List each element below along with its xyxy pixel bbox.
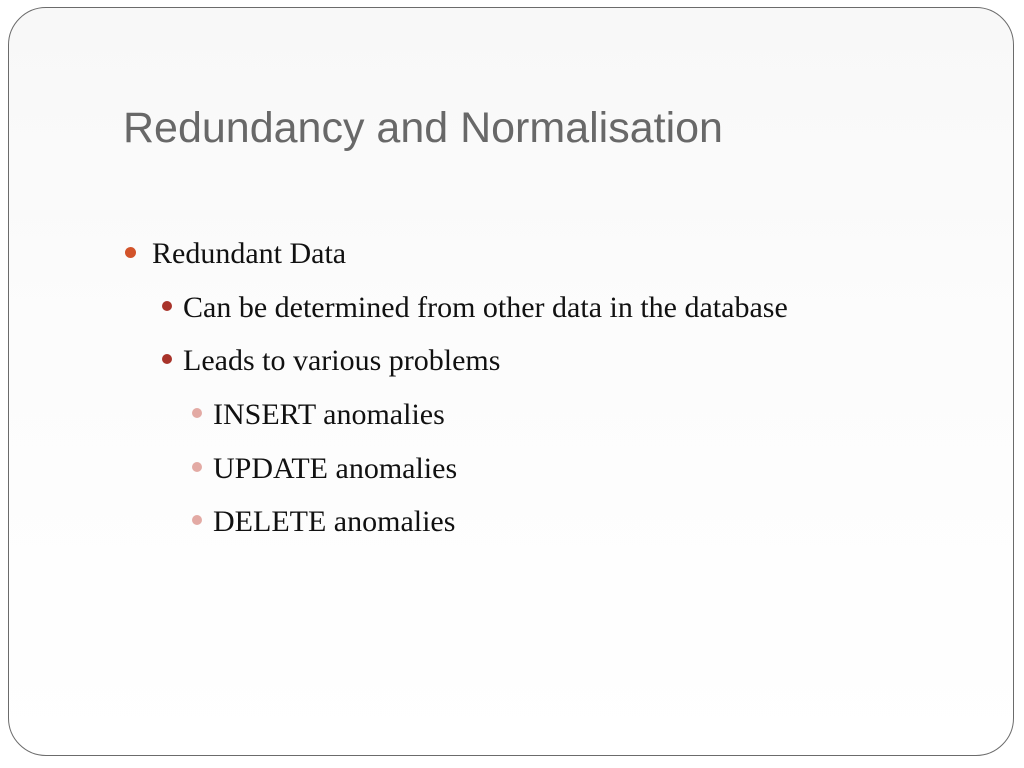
bullet-dot-icon (125, 247, 136, 258)
bullet-dot-icon (162, 301, 172, 311)
bullet-item-delete-anomalies (192, 504, 455, 540)
bullet-text: INSERT anomalies (213, 398, 445, 431)
bullet-text: Redundant Data (152, 237, 347, 270)
bullet-text: DELETE anomalies (213, 505, 456, 538)
bullet-dot-icon (192, 515, 202, 525)
bullet-item-leads-to-problems (162, 343, 500, 379)
bullet-dot-icon (162, 354, 172, 364)
slide (8, 7, 1014, 756)
slide-title: Redundancy and Normalisation (123, 104, 723, 152)
bullet-item-insert-anomalies (192, 397, 445, 433)
bullet-item-determined (162, 290, 788, 326)
bullet-dot-icon (192, 408, 202, 418)
bullet-dot-icon (192, 462, 202, 472)
bullet-item-redundant-data (125, 236, 346, 272)
bullet-text: Can be determined from other data in the database (183, 291, 788, 324)
bullet-text: Leads to various problems (183, 344, 501, 377)
bullet-text: UPDATE anomalies (213, 452, 458, 485)
bullet-item-update-anomalies (192, 451, 457, 487)
